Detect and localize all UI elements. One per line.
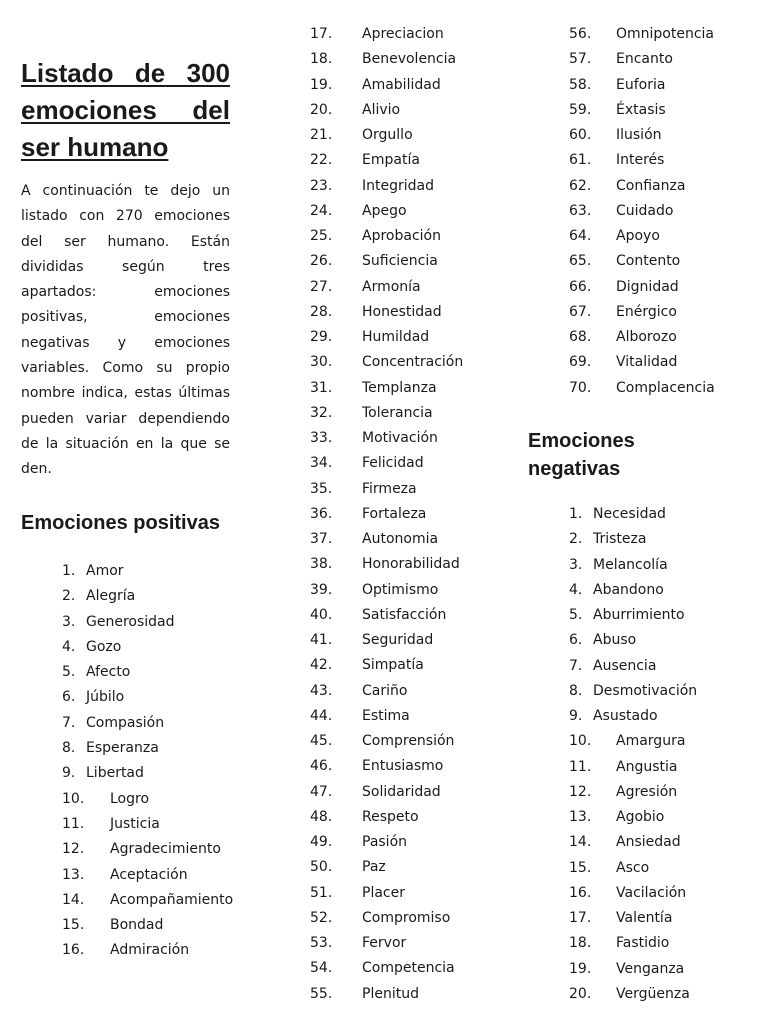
list-item-label: Entusiasmo (362, 758, 444, 775)
intro-paragraph: A continuación te dejo un listado con 270 emociones del ser humano. Están divididas según tres apartados: emociones positivas, emociones negativas y emociones variables. Como su propio nombre indica, estas últimas pueden variar dependiendo de la situación en la que se den. (21, 183, 230, 478)
list-item (62, 635, 232, 660)
positive-emotions-heading: Emociones positivas (21, 512, 220, 534)
list-item-label: Felicidad (362, 455, 424, 472)
list-item-number: 7. (62, 714, 76, 731)
list-item (569, 47, 759, 72)
list-item (62, 761, 232, 786)
list-item-number: 47. (310, 783, 333, 800)
list-item (569, 931, 759, 956)
list-item-label: Respeto (362, 808, 419, 825)
list-item (310, 982, 515, 1007)
list-item-label: Cariño (362, 682, 408, 699)
list-item (569, 679, 759, 704)
list-item (310, 325, 515, 350)
list-item-number: 9. (62, 765, 76, 782)
list-item (62, 888, 232, 913)
list-item-label: Acompañamiento (110, 891, 234, 908)
list-item-label: Apoyo (616, 228, 660, 244)
list-item-label: Contento (616, 253, 681, 270)
list-item-label: Afecto (86, 664, 131, 681)
list-item-number: 20. (569, 985, 592, 1002)
list-item-label: Dignidad (616, 278, 679, 295)
list-item (569, 856, 759, 881)
list-item-label: Confianza (616, 177, 686, 194)
list-item (62, 584, 232, 609)
list-item (310, 199, 515, 224)
list-item-number: 33. (310, 430, 333, 446)
list-item-label: Alborozo (616, 329, 677, 345)
list-item-label: Ansiedad (616, 834, 681, 851)
list-item (62, 837, 232, 862)
list-item-number: 67. (569, 303, 592, 320)
list-item-number: 3. (569, 556, 583, 573)
list-item (569, 780, 759, 805)
list-item (310, 47, 515, 72)
list-item-number: 2. (62, 588, 76, 605)
list-item (62, 711, 232, 736)
list-item (310, 73, 515, 98)
list-item-number: 13. (62, 866, 85, 883)
list-item-number: 4. (569, 581, 583, 598)
list-item-label: Valentía (616, 910, 673, 926)
list-item (62, 559, 232, 584)
list-item (62, 812, 232, 837)
list-item-label: Necesidad (593, 506, 666, 522)
list-item (310, 98, 515, 123)
list-item-number: 8. (62, 740, 76, 757)
list-item-number: 17. (569, 910, 592, 926)
list-item-number: 26. (310, 253, 333, 270)
list-item-label: Apreciacion (362, 26, 444, 42)
list-item (310, 653, 515, 678)
list-item-number: 34. (310, 455, 333, 472)
list-item-label: Asco (616, 859, 650, 876)
list-item (62, 736, 232, 761)
list-item (569, 502, 759, 527)
list-item (569, 376, 759, 401)
list-item (62, 685, 232, 710)
list-item-number: 9. (569, 708, 583, 724)
list-item-number: 61. (569, 152, 592, 169)
list-item-label: Aceptación (110, 866, 188, 883)
list-item-number: 25. (310, 228, 333, 244)
list-item (310, 502, 515, 527)
list-item (569, 603, 759, 628)
list-item (310, 729, 515, 754)
list-item (62, 938, 232, 963)
list-item-label: Justicia (110, 815, 160, 832)
list-item (310, 426, 515, 451)
list-item-label: Agradecimiento (110, 841, 221, 858)
list-item (310, 855, 515, 880)
list-item-number: 68. (569, 329, 592, 345)
list-item (310, 527, 515, 552)
list-item-label: Alivio (362, 101, 401, 118)
list-item-number: 49. (310, 834, 333, 850)
list-item-label: Apego (362, 202, 407, 219)
list-item (569, 881, 759, 906)
list-item (310, 780, 515, 805)
list-item (310, 578, 515, 603)
list-item-label: Júbilo (86, 689, 125, 706)
list-item (310, 148, 515, 173)
list-item-label: Enérgico (616, 303, 677, 320)
list-item-label: Omnipotencia (616, 26, 715, 42)
list-item-label: Paz (362, 859, 386, 876)
positive-emotions-list (62, 559, 232, 964)
list-item (310, 603, 515, 628)
list-item-label: Abandono (593, 581, 664, 598)
list-item-label: Tolerancia (362, 404, 433, 421)
list-item-number: 37. (310, 531, 333, 547)
list-item-number: 16. (569, 884, 592, 901)
list-item (569, 830, 759, 855)
list-item (310, 249, 515, 274)
list-item (62, 610, 232, 635)
list-item-number: 65. (569, 253, 592, 270)
list-item-label: Abuso (593, 632, 637, 649)
list-item-number: 1. (62, 563, 76, 579)
list-item-number: 28. (310, 303, 333, 320)
list-item-label: Motivación (362, 430, 438, 446)
list-item (569, 275, 759, 300)
list-item-number: 38. (310, 556, 333, 573)
list-item-number: 45. (310, 733, 333, 749)
list-item-label: Estima (362, 707, 410, 724)
list-item (310, 906, 515, 931)
list-item-number: 6. (62, 689, 76, 706)
list-item-number: 20. (310, 101, 333, 118)
list-item-label: Competencia (362, 960, 455, 977)
list-item-label: Suficiencia (362, 253, 438, 270)
list-item-label: Satisfacción (362, 606, 447, 623)
list-item-number: 64. (569, 228, 592, 244)
list-item-label: Ilusión (616, 127, 662, 143)
list-item (569, 249, 759, 274)
list-item-number: 11. (569, 758, 592, 775)
list-item (310, 224, 515, 249)
list-item-label: Vacilación (616, 884, 687, 901)
list-item-label: Gozo (86, 638, 122, 655)
list-item (569, 729, 759, 754)
list-item (569, 98, 759, 123)
list-item-label: Solidaridad (362, 783, 441, 800)
list-item (569, 628, 759, 653)
list-item (569, 148, 759, 173)
list-item-number: 29. (310, 329, 333, 345)
list-item-label: Honorabilidad (362, 556, 460, 573)
list-item-label: Libertad (86, 765, 144, 782)
list-item (310, 275, 515, 300)
list-item-number: 11. (62, 815, 85, 832)
list-item-label: Amargura (616, 733, 686, 750)
list-item-number: 66. (569, 278, 592, 295)
list-item-label: Fortaleza (362, 505, 427, 522)
list-item (310, 477, 515, 502)
list-item-number: 50. (310, 859, 333, 876)
list-item (569, 755, 759, 780)
list-item-label: Agobio (616, 809, 665, 825)
list-item-number: 41. (310, 632, 333, 648)
list-item-label: Orgullo (362, 127, 413, 143)
list-item-number: 10. (62, 790, 85, 807)
list-item-number: 12. (62, 841, 85, 858)
list-item-label: Agresión (616, 783, 678, 800)
list-item-number: 14. (62, 891, 85, 908)
list-item-label: Alegría (86, 588, 136, 605)
list-item-number: 40. (310, 606, 333, 623)
list-item-number: 36. (310, 505, 333, 522)
list-item-label: Compromiso (362, 909, 451, 926)
list-item-number: 59. (569, 101, 592, 118)
list-item (569, 174, 759, 199)
list-item-label: Simpatía (362, 657, 424, 674)
list-item-label: Fastidio (616, 935, 670, 952)
list-item-number: 54. (310, 960, 333, 977)
list-item (62, 913, 232, 938)
list-item-label: Autonomia (362, 531, 439, 547)
negative-emotions-list (569, 502, 759, 1007)
list-item-label: Cuidado (616, 202, 674, 219)
list-item-number: 5. (569, 607, 583, 623)
negative-emotions-heading: Emociones negativas (528, 430, 635, 480)
list-item-label: Plenitud (362, 985, 419, 1002)
list-item (310, 704, 515, 729)
list-item (569, 325, 759, 350)
list-item-label: Generosidad (86, 613, 175, 630)
list-item-label: Vergüenza (616, 985, 690, 1002)
list-item-number: 53. (310, 935, 333, 951)
list-item (569, 553, 759, 578)
list-item (310, 830, 515, 855)
list-item (310, 401, 515, 426)
list-item (62, 660, 232, 685)
list-item-number: 39. (310, 581, 333, 598)
list-item-number: 21. (310, 127, 333, 143)
list-item-label: Humildad (362, 329, 430, 345)
list-item-number: 35. (310, 480, 333, 497)
list-item-number: 6. (569, 632, 583, 649)
list-item-label: Integridad (362, 177, 434, 194)
positive-emotions-list-continued (310, 22, 515, 1007)
list-item-label: Aprobación (362, 228, 441, 244)
list-item-number: 42. (310, 657, 333, 674)
list-item-label: Seguridad (362, 632, 434, 648)
list-item-label: Melancolía (593, 556, 668, 573)
list-item-number: 17. (310, 26, 333, 42)
list-item-number: 43. (310, 682, 333, 699)
list-item-label: Encanto (616, 51, 673, 68)
list-item-number: 19. (569, 960, 592, 977)
list-item-label: Desmotivación (593, 682, 698, 699)
list-item-number: 18. (310, 51, 333, 68)
list-item (569, 982, 759, 1007)
list-item-number: 55. (310, 985, 333, 1002)
list-item-label: Complacencia (616, 379, 715, 396)
list-item (310, 552, 515, 577)
list-item-label: Optimismo (362, 581, 439, 598)
list-item-label: Honestidad (362, 303, 442, 320)
list-item-label: Bondad (110, 917, 164, 934)
list-item-label: Firmeza (362, 480, 417, 497)
list-item-label: Interés (616, 152, 665, 169)
list-item-label: Compasión (86, 714, 165, 731)
list-item-number: 44. (310, 707, 333, 724)
list-item-number: 60. (569, 127, 592, 143)
list-item-number: 13. (569, 809, 592, 825)
list-item (310, 805, 515, 830)
list-item-label: Esperanza (86, 740, 159, 757)
list-item-number: 48. (310, 808, 333, 825)
list-item (310, 628, 515, 653)
list-item-number: 3. (62, 613, 76, 630)
list-item-number: 2. (569, 531, 583, 548)
list-item-number: 51. (310, 884, 333, 901)
list-item-number: 56. (569, 26, 592, 42)
list-item-number: 32. (310, 404, 333, 421)
list-item-number: 63. (569, 202, 592, 219)
list-item-number: 7. (569, 657, 583, 674)
list-item (569, 805, 759, 830)
list-item (569, 906, 759, 931)
list-item-number: 27. (310, 278, 333, 295)
list-item-number: 12. (569, 783, 592, 800)
list-item (310, 956, 515, 981)
list-item (569, 704, 759, 729)
list-item (569, 22, 759, 47)
list-item (569, 350, 759, 375)
list-item (310, 679, 515, 704)
list-item-label: Angustia (616, 758, 678, 775)
positive-emotions-list-end (569, 22, 759, 401)
list-item (569, 654, 759, 679)
list-item (310, 931, 515, 956)
list-item-number: 23. (310, 177, 333, 194)
list-item-label: Benevolencia (362, 51, 457, 68)
list-item-number: 18. (569, 935, 592, 952)
list-item (310, 174, 515, 199)
list-item-number: 16. (62, 942, 85, 959)
list-item-label: Empatía (362, 152, 420, 169)
list-item-label: Fervor (362, 935, 407, 951)
list-item (310, 123, 515, 148)
list-item (310, 754, 515, 779)
list-item-number: 57. (569, 51, 592, 68)
list-item-number: 69. (569, 354, 592, 371)
list-item-label: Venganza (616, 960, 685, 977)
list-item-number: 52. (310, 909, 333, 926)
list-item-label: Concentración (362, 354, 464, 371)
list-item-label: Ausencia (593, 657, 657, 674)
list-item (569, 73, 759, 98)
list-item (310, 300, 515, 325)
list-item (569, 123, 759, 148)
list-item-label: Tristeza (593, 531, 647, 548)
list-item-number: 58. (569, 76, 592, 93)
list-item-label: Éxtasis (616, 101, 666, 118)
list-item-label: Vitalidad (616, 354, 678, 371)
list-item-number: 14. (569, 834, 592, 851)
list-item-label: Placer (362, 884, 405, 901)
list-item (310, 451, 515, 476)
list-item-number: 31. (310, 379, 333, 396)
list-item (569, 527, 759, 552)
list-item-number: 19. (310, 76, 333, 93)
list-item-number: 24. (310, 202, 333, 219)
list-item (310, 376, 515, 401)
list-item-number: 1. (569, 506, 583, 522)
list-item-label: Pasión (362, 834, 408, 850)
list-item-label: Aburrimiento (593, 607, 685, 623)
list-item-number: 15. (62, 917, 85, 934)
list-item-label: Templanza (362, 379, 437, 396)
list-item-label: Admiración (110, 942, 190, 959)
list-item-label: Comprensión (362, 733, 455, 749)
list-item (62, 863, 232, 888)
list-item-number: 62. (569, 177, 592, 194)
list-item (62, 787, 232, 812)
list-item-label: Armonía (362, 278, 421, 295)
list-item-label: Amabilidad (362, 76, 441, 93)
list-item-label: Asustado (593, 708, 658, 724)
list-item (569, 224, 759, 249)
list-item-number: 8. (569, 682, 583, 699)
list-item-number: 46. (310, 758, 333, 775)
page-title: Listado de 300 emociones del ser humano (21, 58, 230, 162)
list-item (310, 881, 515, 906)
list-item-number: 15. (569, 859, 592, 876)
list-item (569, 300, 759, 325)
list-item-label: Amor (86, 563, 124, 579)
list-item-label: Logro (110, 790, 150, 807)
list-item-number: 22. (310, 152, 333, 169)
list-item-number: 10. (569, 733, 592, 750)
list-item (310, 22, 515, 47)
list-item (569, 957, 759, 982)
list-item-number: 30. (310, 354, 333, 371)
list-item (569, 199, 759, 224)
list-item (310, 350, 515, 375)
list-item-number: 4. (62, 638, 76, 655)
list-item-label: Euforia (616, 76, 666, 93)
list-item-number: 70. (569, 379, 592, 396)
list-item-number: 5. (62, 664, 76, 681)
list-item (569, 578, 759, 603)
